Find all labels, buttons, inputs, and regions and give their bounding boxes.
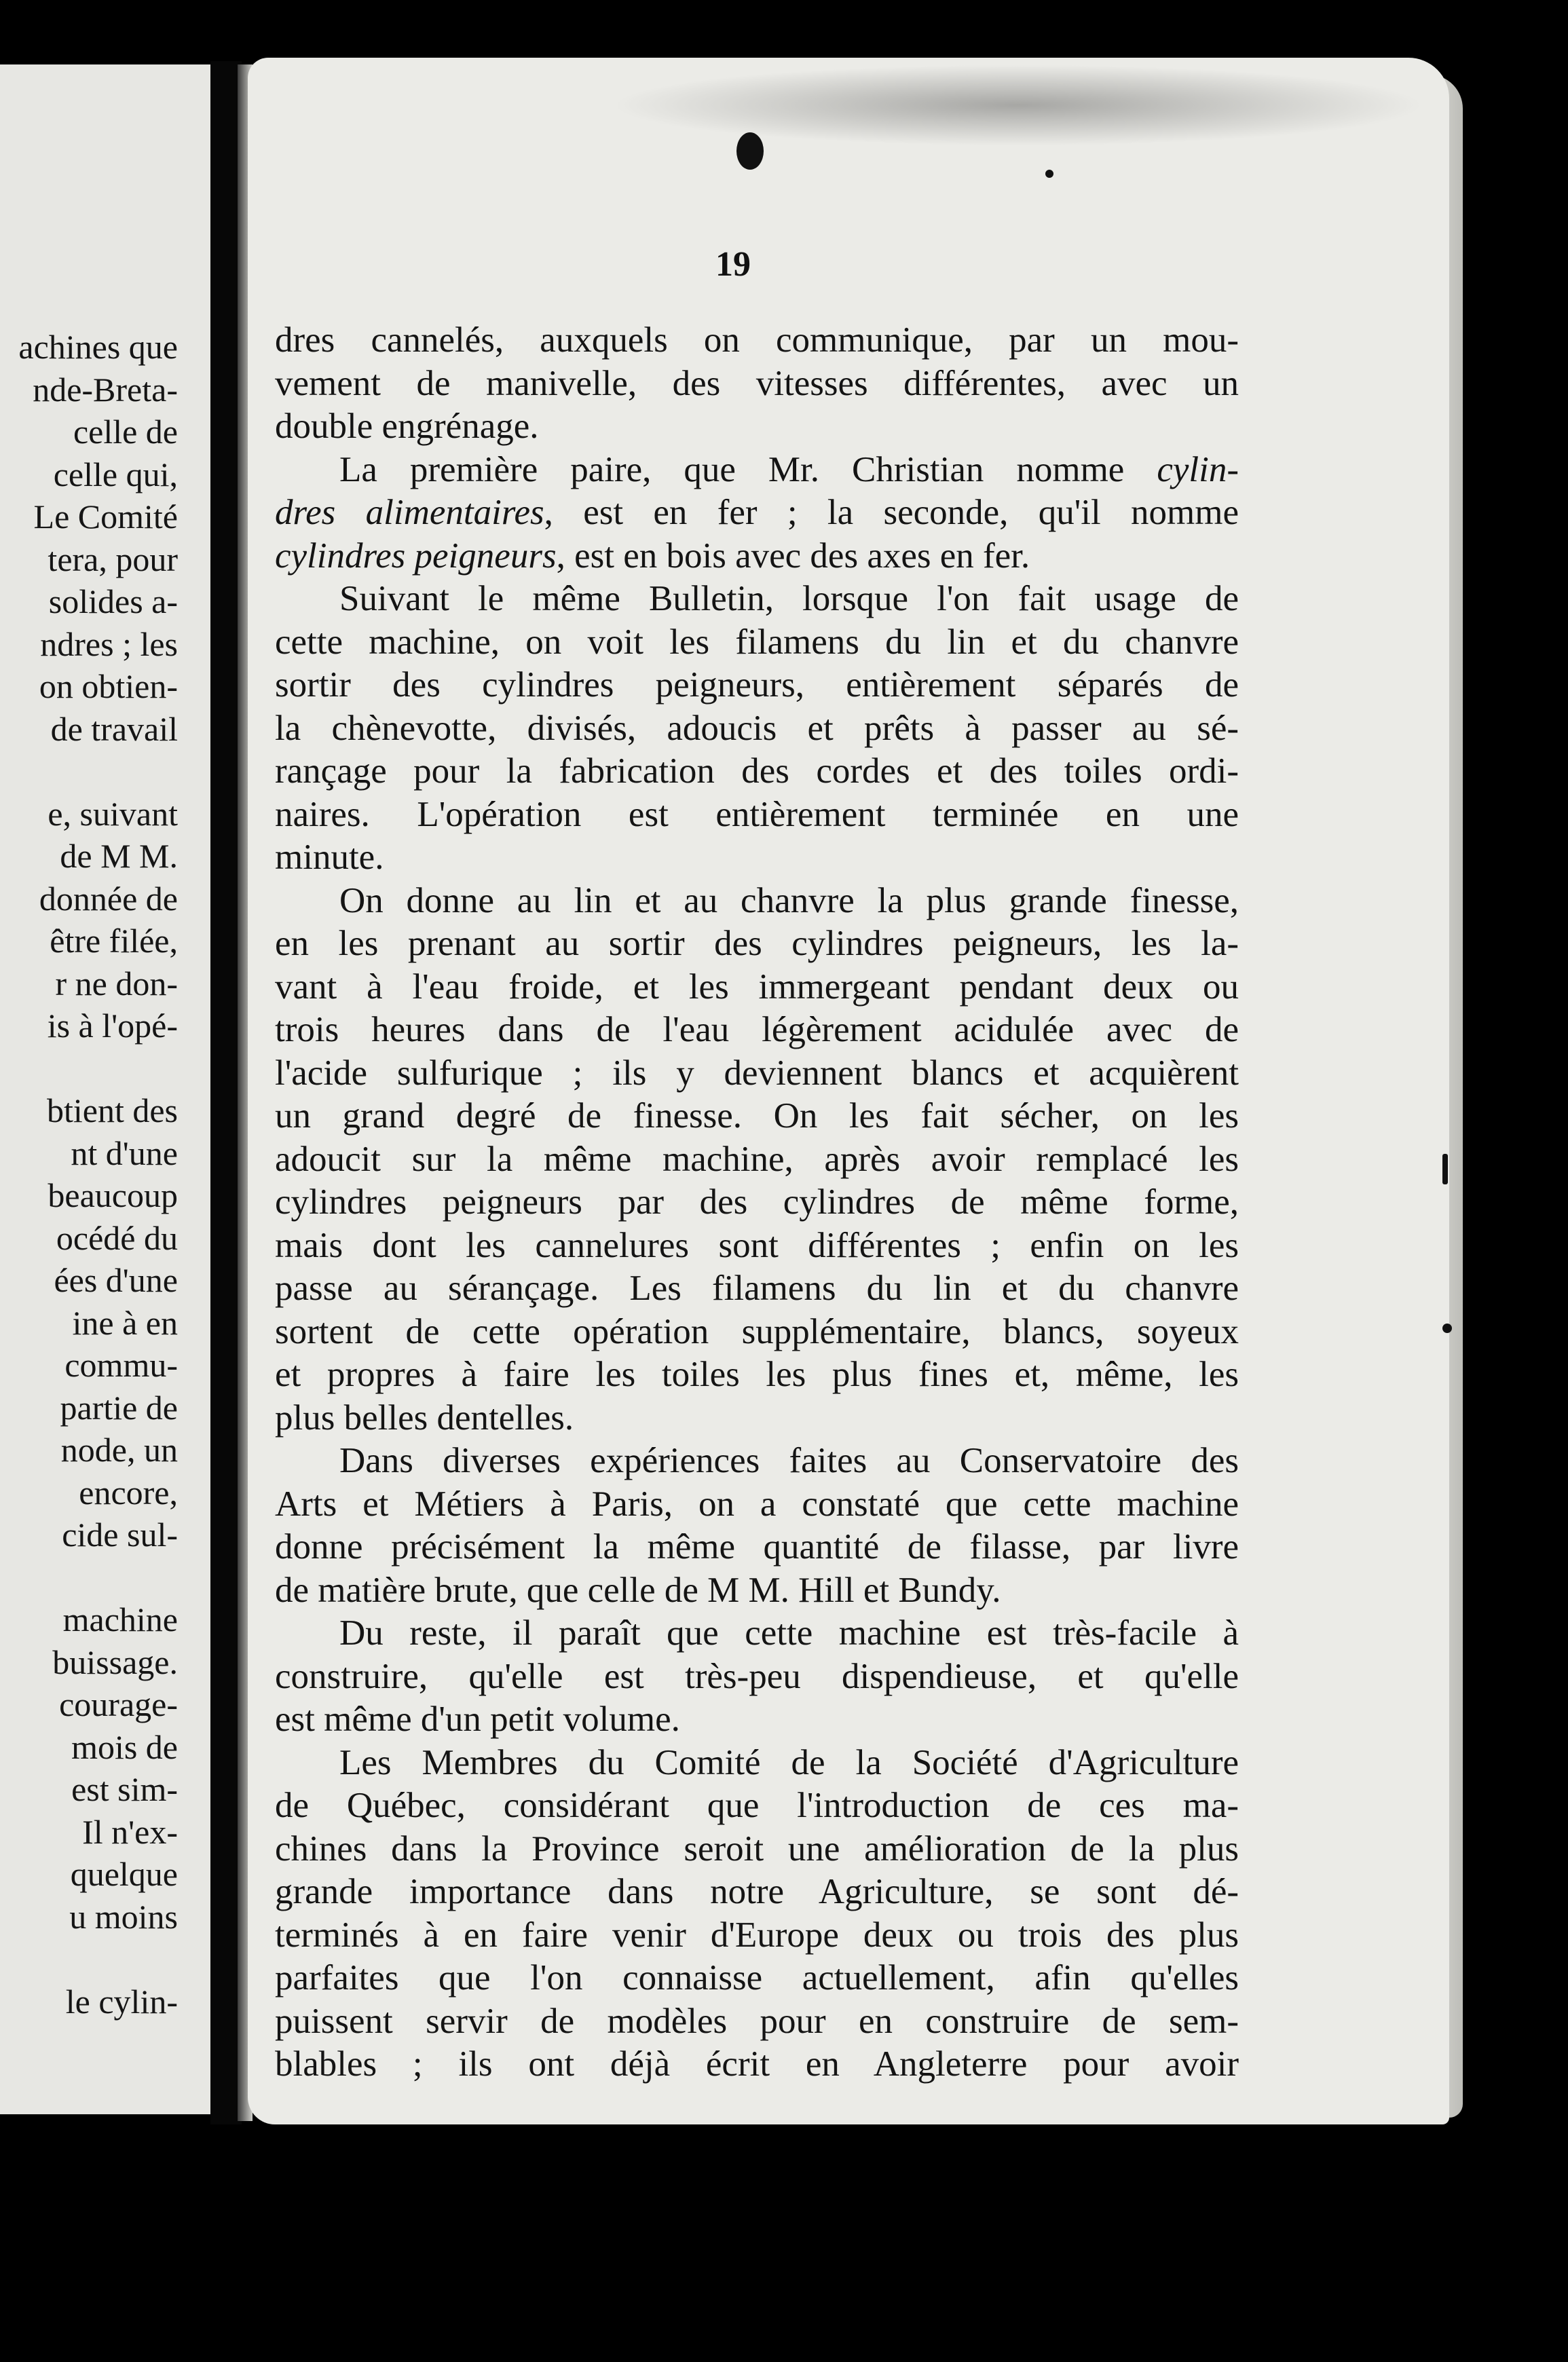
text-line: cette machine, on voit les filamens du lin et du chanvre xyxy=(275,622,1239,662)
text-line: minute. xyxy=(275,838,384,877)
previous-page-line: encore, xyxy=(79,1473,178,1512)
previous-page-line xyxy=(0,750,178,793)
previous-page-line: celle de xyxy=(73,413,178,451)
text-line: Suivant le même Bulletin, lorsque l'on fait usage de xyxy=(339,579,1239,618)
text-line: sortir des cylindres peigneurs, entièrement séparés de xyxy=(275,665,1239,705)
text-line: parfaites que l'on connaisse actuellement, afin qu'elles xyxy=(275,1958,1239,1998)
previous-page-line: de travail xyxy=(50,709,178,748)
previous-page-line: e, suivant xyxy=(48,794,178,833)
text-line: cylindres peigneurs, est en bois avec des axes en fer. xyxy=(275,536,1030,576)
text-line: double engrénage. xyxy=(275,407,539,446)
previous-page-line: ndres ; les xyxy=(40,624,178,663)
previous-page-line: de M M. xyxy=(60,837,178,875)
text-line: de Québec, considérant que l'introduction de ces ma- xyxy=(275,1786,1239,1825)
text-line: l'acide sulfurique ; ils y deviennent blancs et acquièrent xyxy=(275,1053,1239,1093)
text-line: dres cannelés, auxquels on communique, par un mou- xyxy=(275,320,1239,360)
previous-page-line xyxy=(0,1556,178,1599)
text-line: rançage pour la fabrication des cordes et des toiles ordi- xyxy=(275,751,1239,791)
previous-page-line: solides a- xyxy=(48,582,178,620)
text-line: grande importance dans notre Agriculture, se sont dé- xyxy=(275,1872,1239,1911)
text-line: sortent de cette opération supplémentaire, blancs, soyeux xyxy=(275,1311,1239,1351)
body-text xyxy=(275,319,1239,2086)
text-line: un grand degré de finesse. On les fait sécher, on les xyxy=(275,1096,1239,1136)
text-line: est même d'un petit volume. xyxy=(275,1700,680,1739)
text-line: dres alimentaires, est en fer ; la seconde, qu'il nomme xyxy=(275,493,1239,532)
previous-page-line: celle qui, xyxy=(53,455,178,493)
text-line: cylindres peigneurs par des cylindres de même forme, xyxy=(275,1182,1239,1222)
text-line: On donne au lin et au chanvre la plus grande finesse, xyxy=(339,880,1239,920)
ink-spot xyxy=(1045,170,1053,178)
previous-page-line: is à l'opé- xyxy=(47,1007,178,1045)
previous-page-fragment xyxy=(0,64,217,2114)
text-line: naires. L'opération est entièrement terminée en une xyxy=(275,794,1239,834)
previous-page-line xyxy=(0,1047,178,1090)
text-line: adoucit sur la même machine, après avoir remplacé les xyxy=(275,1139,1239,1179)
text-line: terminés à en faire venir d'Europe deux ou trois des plus xyxy=(275,1915,1239,1955)
text-line: donne précisément la même quantité de filasse, par livre xyxy=(275,1527,1239,1567)
page-number: 19 xyxy=(715,245,751,284)
text-line: construire, qu'elle est très-peu dispendieuse, et qu'elle xyxy=(275,1656,1239,1696)
text-line: vant à l'eau froide, et les immergeant pendant deux ou xyxy=(275,967,1239,1007)
previous-page-line: beaucoup xyxy=(48,1176,178,1214)
text-line: vement de manivelle, des vitesses différentes, avec un xyxy=(275,363,1239,403)
previous-page-line xyxy=(0,1938,178,1981)
text-line: passe au sérançage. Les filamens du lin et du chanvre xyxy=(275,1269,1239,1308)
previous-page-line: est sim- xyxy=(71,1770,178,1808)
ink-mark xyxy=(1442,1154,1448,1184)
previous-page-line: on obtien- xyxy=(39,667,178,705)
text-line: la chènevotte, divisés, adoucis et prêts à passer au sé- xyxy=(275,708,1239,748)
previous-page-line: être filée, xyxy=(50,922,178,960)
previous-page-line: ées d'une xyxy=(54,1261,178,1299)
previous-page-line: océdé du xyxy=(56,1218,178,1257)
previous-page-line: node, un xyxy=(60,1431,178,1469)
previous-page-line: commu- xyxy=(64,1346,178,1384)
previous-page-line: machine xyxy=(62,1600,178,1638)
paper-stain xyxy=(611,64,1425,146)
text-line: Les Membres du Comité de la Société d'Agriculture xyxy=(339,1742,1239,1782)
previous-page-line: tera, pour xyxy=(48,540,178,578)
text-line: La première paire, que Mr. Christian nomme cylin- xyxy=(339,449,1239,489)
previous-page-line: mois de xyxy=(71,1727,178,1766)
text-line: blables ; ils ont déjà écrit en Angleterre pour avoir xyxy=(275,2044,1239,2084)
previous-page-text xyxy=(0,326,178,2023)
text-line: mais dont les cannelures sont différentes ; enfin on les xyxy=(275,1225,1239,1265)
previous-page-line: partie de xyxy=(60,1388,178,1427)
previous-page-line: achines que xyxy=(18,328,178,366)
text-line: chines dans la Province seroit une amélioration de la plus xyxy=(275,1829,1239,1869)
previous-page-line: quelque xyxy=(70,1855,178,1893)
previous-page-line: donnée de xyxy=(39,879,178,918)
previous-page-line: le cylin- xyxy=(65,1982,178,2021)
text-line: puissent servir de modèles pour en construire de sem- xyxy=(275,2001,1239,2041)
previous-page-line: nt d'une xyxy=(71,1133,178,1172)
text-line: trois heures dans de l'eau légèrement acidulée avec de xyxy=(275,1010,1239,1049)
text-line: Du reste, il paraît que cette machine est très-facile à xyxy=(339,1613,1239,1653)
previous-page-line: r ne don- xyxy=(55,964,178,1002)
ink-spot xyxy=(1442,1324,1452,1333)
previous-page-line: u moins xyxy=(69,1897,178,1936)
previous-page-line: cide sul- xyxy=(62,1516,178,1554)
ink-blot xyxy=(736,132,764,170)
text-line: et propres à faire les toiles les plus fines et, même, les xyxy=(275,1355,1239,1394)
previous-page-line: ine à en xyxy=(72,1303,178,1342)
previous-page-line: Le Comité xyxy=(33,498,178,536)
text-line: en les prenant au sortir des cylindres peigneurs, les la- xyxy=(275,924,1239,963)
previous-page-line: buissage. xyxy=(52,1643,178,1681)
previous-page-line: Il n'ex- xyxy=(82,1812,178,1851)
text-line: plus belles dentelles. xyxy=(275,1398,574,1438)
text-line: Dans diverses expériences faites au Conservatoire des xyxy=(339,1441,1239,1480)
text-line: de matière brute, que celle de M M. Hill et Bundy. xyxy=(275,1570,1001,1610)
previous-page-line: btient des xyxy=(46,1091,178,1129)
previous-page-line: nde-Breta- xyxy=(33,370,178,409)
previous-page-line: courage- xyxy=(59,1685,178,1723)
text-line: Arts et Métiers à Paris, on a constaté que cette machine xyxy=(275,1484,1239,1524)
